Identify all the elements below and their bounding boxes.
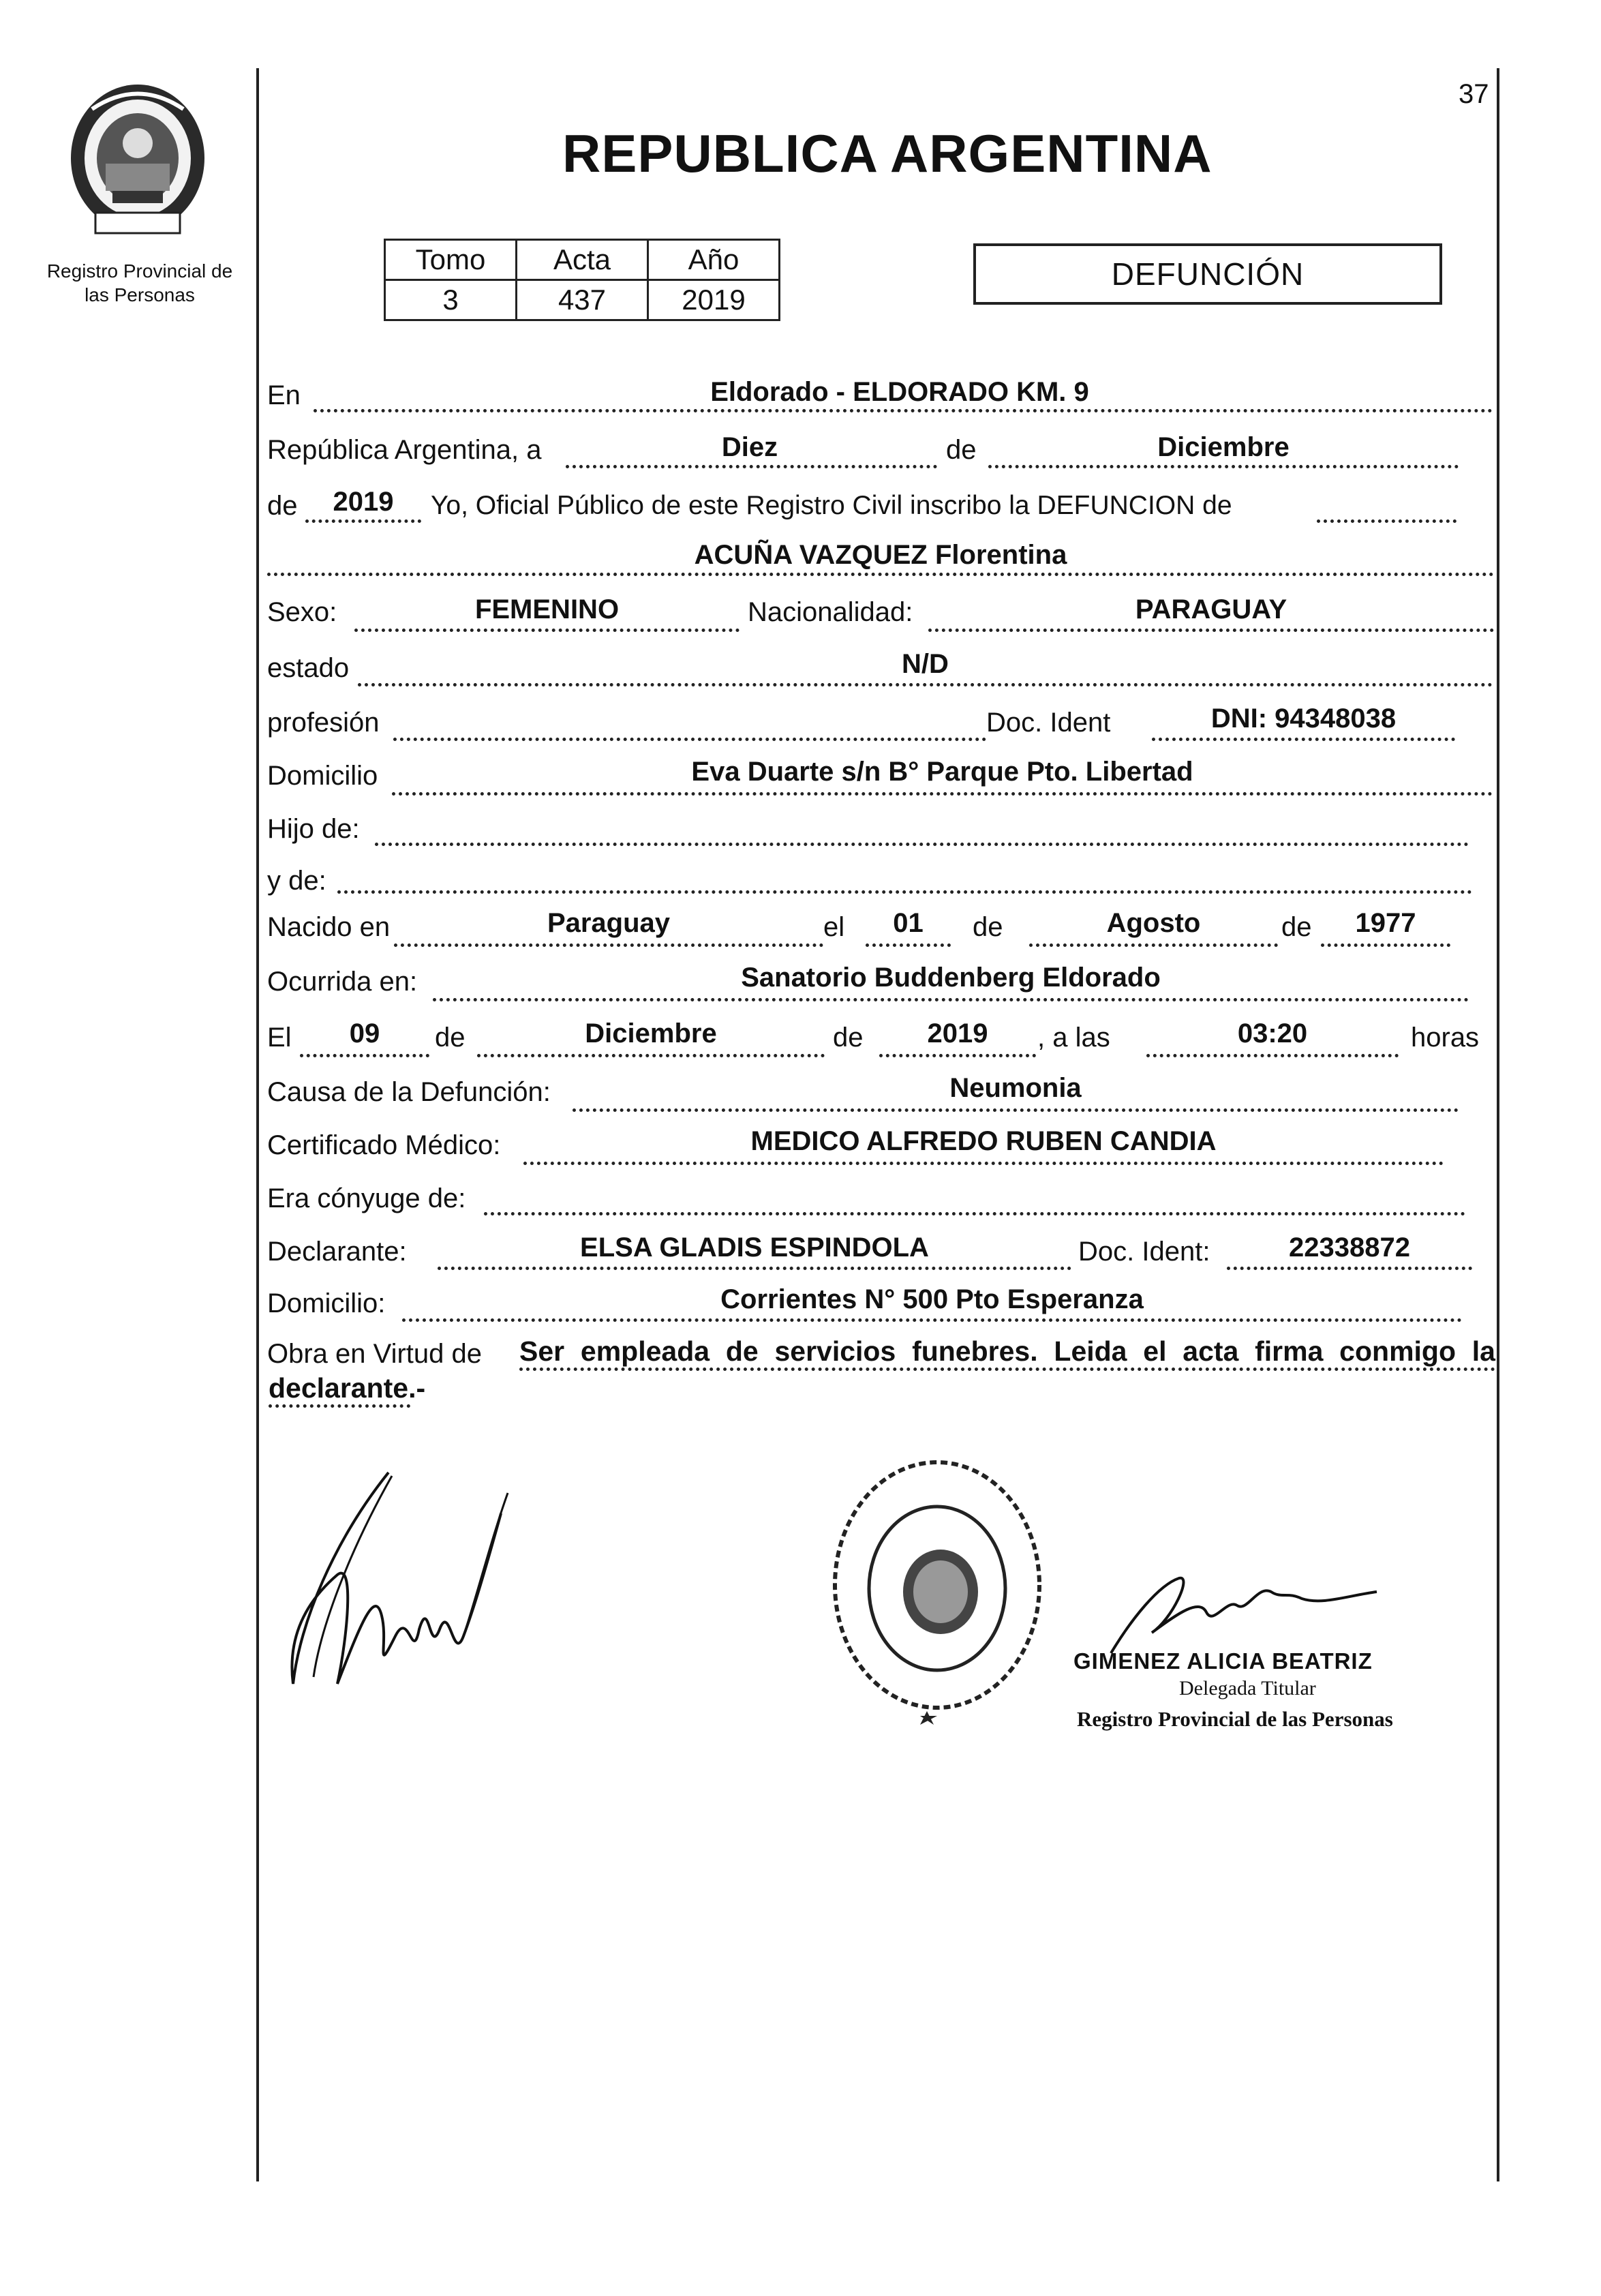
record-table-header: Año <box>648 240 780 280</box>
dotted-line <box>402 1318 1462 1322</box>
dotted-line <box>314 409 1493 412</box>
record-table-header: Acta <box>517 240 648 280</box>
value-def-anio: 2019 <box>927 1018 988 1048</box>
right-margin-line <box>1497 68 1499 2181</box>
dotted-line <box>392 792 1493 796</box>
dotted-line <box>477 1054 825 1057</box>
value-obra-line-1: Ser empleada de servicios funebres. Leida el acta firma conmigo la <box>519 1335 1495 1367</box>
value-nac-anio: 1977 <box>1355 908 1416 938</box>
label-causa: Causa de la Defunción: <box>267 1077 551 1107</box>
record-table-header: Tomo <box>385 240 517 280</box>
dotted-line <box>1317 519 1457 523</box>
value-lugar: Eldorado - ELDORADO KM. 9 <box>710 377 1089 407</box>
label-ocurrida-en: Ocurrida en: <box>267 967 418 997</box>
label-y-de: y de: <box>267 866 326 896</box>
label-declarante: Declarante: <box>267 1237 407 1267</box>
dotted-line <box>1029 943 1278 947</box>
label-el: el <box>823 912 845 942</box>
record-table-value: 437 <box>517 280 648 320</box>
dotted-line <box>393 738 986 741</box>
label-de: de <box>1281 912 1312 942</box>
value-declarante-doc: 22338872 <box>1289 1233 1410 1263</box>
dotted-line <box>305 519 421 523</box>
dotted-line <box>573 1108 1459 1112</box>
dotted-line <box>1227 1267 1472 1270</box>
value-certificado: MEDICO ALFREDO RUBEN CANDIA <box>750 1126 1217 1156</box>
officer-name: GIMENEZ ALICIA BEATRIZ <box>1073 1648 1373 1674</box>
dotted-line <box>1321 943 1450 947</box>
registry-caption-line-2: las Personas <box>85 284 195 305</box>
label-certificado: Certificado Médico: <box>267 1130 501 1160</box>
page-title: REPUBLICA ARGENTINA <box>562 123 1213 183</box>
dotted-line <box>566 465 937 468</box>
dotted-line <box>1146 1054 1399 1057</box>
label-de: de <box>435 1023 466 1053</box>
record-table-value-row <box>385 280 780 320</box>
dotted-line <box>1152 738 1455 741</box>
dotted-line <box>354 629 739 632</box>
value-sexo: FEMENINO <box>474 594 620 624</box>
label-hijo-de: Hijo de: <box>267 814 360 844</box>
dotted-line <box>523 1162 1444 1165</box>
label-obra: Obra en Virtud de <box>267 1339 483 1369</box>
value-dia-inscripcion: Diez <box>721 432 778 462</box>
dotted-line <box>300 1054 429 1057</box>
record-table-value: 2019 <box>648 280 780 320</box>
value-nac-mes: Agosto <box>1106 908 1201 938</box>
left-margin-line <box>256 68 259 2181</box>
page-number: 37 <box>1459 79 1489 109</box>
value-nac-dia: 01 <box>893 908 924 938</box>
label-estado: estado <box>267 653 350 683</box>
officer-signature <box>1091 1558 1390 1660</box>
label-de: de <box>973 912 1003 942</box>
dotted-line <box>394 943 823 947</box>
label-de: de <box>267 491 298 521</box>
value-mes-inscripcion: Diciembre <box>1157 432 1290 462</box>
dotted-line <box>358 683 1493 686</box>
dotted-line <box>337 890 1472 894</box>
value-declarante-domicilio: Corrientes N° 500 Pto Esperanza <box>720 1284 1144 1314</box>
value-declarante: ELSA GLADIS ESPINDOLA <box>580 1233 929 1263</box>
value-nacido-en: Paraguay <box>547 908 671 938</box>
officer-registry: Registro Provincial de las Personas <box>1077 1707 1393 1731</box>
dotted-line <box>879 1054 1036 1057</box>
label-de: de <box>946 435 977 465</box>
label-nacionalidad: Nacionalidad: <box>748 597 913 627</box>
label-horas: horas <box>1411 1023 1480 1053</box>
record-table-header-row <box>385 240 780 280</box>
label-doc-ident: Doc. Ident <box>986 708 1111 738</box>
value-anio-inscripcion: 2019 <box>333 487 394 517</box>
dotted-line <box>267 573 1494 576</box>
declarant-signature <box>273 1459 525 1704</box>
label-domicilio-declarante: Domicilio: <box>267 1288 386 1318</box>
dotted-line <box>433 998 1469 1001</box>
dotted-line <box>484 1212 1465 1215</box>
value-domicilio: Eva Duarte s/n B° Parque Pto. Libertad <box>691 757 1193 787</box>
value-fallecido: ACUÑA VAZQUEZ Florentina <box>694 540 1067 570</box>
label-conyuge: Era cónyuge de: <box>267 1183 466 1213</box>
record-table <box>384 239 780 321</box>
dotted-line <box>375 843 1469 846</box>
value-def-dia: 09 <box>349 1018 380 1048</box>
official-stamp <box>811 1442 1063 1742</box>
dotted-line <box>988 465 1459 468</box>
dotted-line <box>438 1267 1071 1270</box>
label-sexo: Sexo: <box>267 597 337 627</box>
label-el-cap: El <box>267 1023 292 1053</box>
value-estado: N/D <box>902 649 949 679</box>
dotted-line <box>866 943 951 947</box>
dotted-line <box>519 1368 1495 1371</box>
dotted-line <box>928 629 1494 632</box>
label-de: de <box>833 1023 864 1053</box>
officer-role: Delegada Titular <box>1179 1677 1316 1700</box>
record-table-value: 3 <box>385 280 517 320</box>
label-doc-ident-declarante: Doc. Ident: <box>1078 1237 1210 1267</box>
registry-caption <box>34 259 245 307</box>
label-en: En <box>267 380 301 410</box>
provincial-seal-icon <box>65 82 211 239</box>
registry-caption-line-1: Registro Provincial de <box>46 260 233 282</box>
label-rep-arg: República Argentina, a <box>267 435 542 465</box>
value-ocurrida-en: Sanatorio Buddenberg Eldorado <box>741 963 1161 993</box>
label-domicilio: Domicilio <box>267 761 378 791</box>
label-a-las: , a las <box>1037 1023 1110 1053</box>
record-type-box: DEFUNCIÓN <box>973 243 1442 305</box>
value-causa: Neumonia <box>949 1073 1082 1103</box>
value-def-hora: 03:20 <box>1237 1018 1308 1048</box>
value-nacionalidad: PARAGUAY <box>1135 594 1287 624</box>
dotted-line <box>269 1404 410 1408</box>
value-def-mes: Diciembre <box>585 1018 717 1048</box>
value-doc-ident: DNI: 94348038 <box>1210 704 1397 734</box>
label-nacido-en: Nacido en <box>267 912 391 942</box>
value-obra-line-2: declarante.- <box>269 1372 426 1404</box>
label-profesion: profesión <box>267 708 380 738</box>
label-yo-text: Yo, Oficial Público de este Registro Civil inscribo la DEFUNCION de <box>431 491 1232 520</box>
